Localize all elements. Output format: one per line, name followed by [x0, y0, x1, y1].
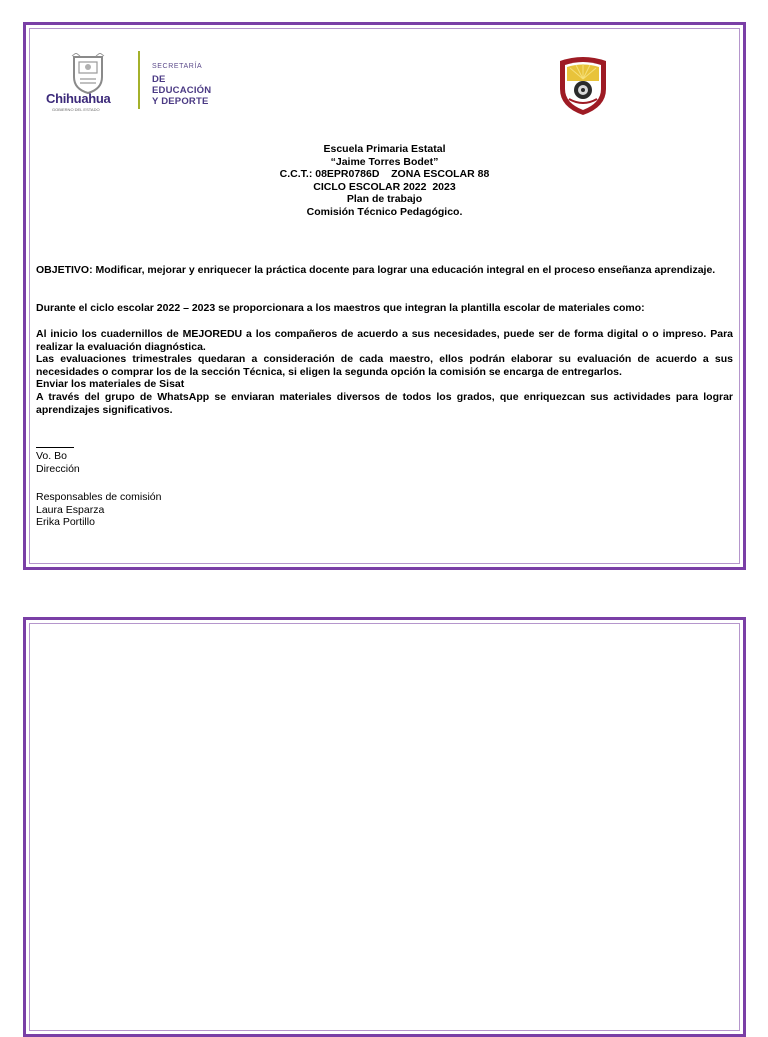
gov-subtitle: GOBIERNO DEL ESTADO [52, 107, 100, 112]
secretaria-line-1: DE EDUCACIÓN [152, 74, 212, 96]
gov-name: Chihuahua [46, 91, 111, 106]
secretaria-title [152, 74, 221, 107]
intro-paragraph: Durante el ciclo escolar 2022 – 2023 se proporcionara a los maestros que integran la plantilla escolar de materiales como: [36, 302, 645, 314]
document-heading [26, 143, 743, 219]
signature-line [36, 447, 74, 448]
plan-title: Plan de trabajo [346, 193, 423, 206]
responsible-person: Erika Portillo [36, 516, 95, 529]
objective-paragraph: OBJETIVO: Modificar, mejorar y enriquecer la práctica docente para lograr una educación integral en el proceso enseñanza aprendizaje. [36, 264, 716, 276]
state-shield-icon [68, 53, 108, 95]
materials-list [36, 328, 733, 416]
school-type: Escuela Primaria Estatal [323, 143, 446, 155]
document-page-2 [23, 617, 746, 1037]
responsibles-label: Responsables de comisión [36, 491, 162, 503]
responsibles-block [36, 491, 733, 529]
direccion-label: Dirección [36, 462, 80, 475]
school-cct: C.C.T.: 08EPR0786D ZONA ESCOLAR 88 [279, 168, 490, 181]
school-crest-icon [556, 55, 610, 117]
document-page-1 [23, 22, 746, 570]
list-item: Enviar los materiales de Sisat [36, 378, 185, 391]
school-cycle: CICLO ESCOLAR 2022 2023 [313, 180, 456, 193]
list-item: Al inicio los cuadernillos de MEJOREDU a los compañeros de acuerdo a sus necesidades, puede ser de forma digital o o impreso. Para realizar la evaluación diagnóstica. [36, 328, 733, 353]
secretaria-line-2: Y DEPORTE [152, 96, 209, 107]
secretaria-label: SECRETARÍA [152, 63, 203, 70]
approval-block [36, 450, 733, 475]
vobo-label: Vo. Bo [36, 450, 67, 462]
chihuahua-government-logo [46, 49, 221, 111]
list-item: A través del grupo de WhatsApp se enviaran materiales diversos de todos los grados, que enriquezcan sus actividades para lograr aprendizajes significativos. [36, 390, 733, 416]
school-name: “Jaime Torres Bodet” [330, 155, 439, 168]
responsible-person: Laura Esparza [36, 503, 105, 516]
logo-divider [138, 51, 140, 109]
list-item: Las evaluaciones trimestrales quedaran a consideración de cada maestro, ellos podrán elaborar su evaluación de acuerdo a sus necesidades o comprar los de la sección Técnica, si eligen la segunda opción la comisión se encarga de entregarlos. [36, 353, 733, 378]
commission-title: Comisión Técnico Pedagógico. [306, 205, 463, 218]
page-border-inner [29, 623, 740, 1031]
